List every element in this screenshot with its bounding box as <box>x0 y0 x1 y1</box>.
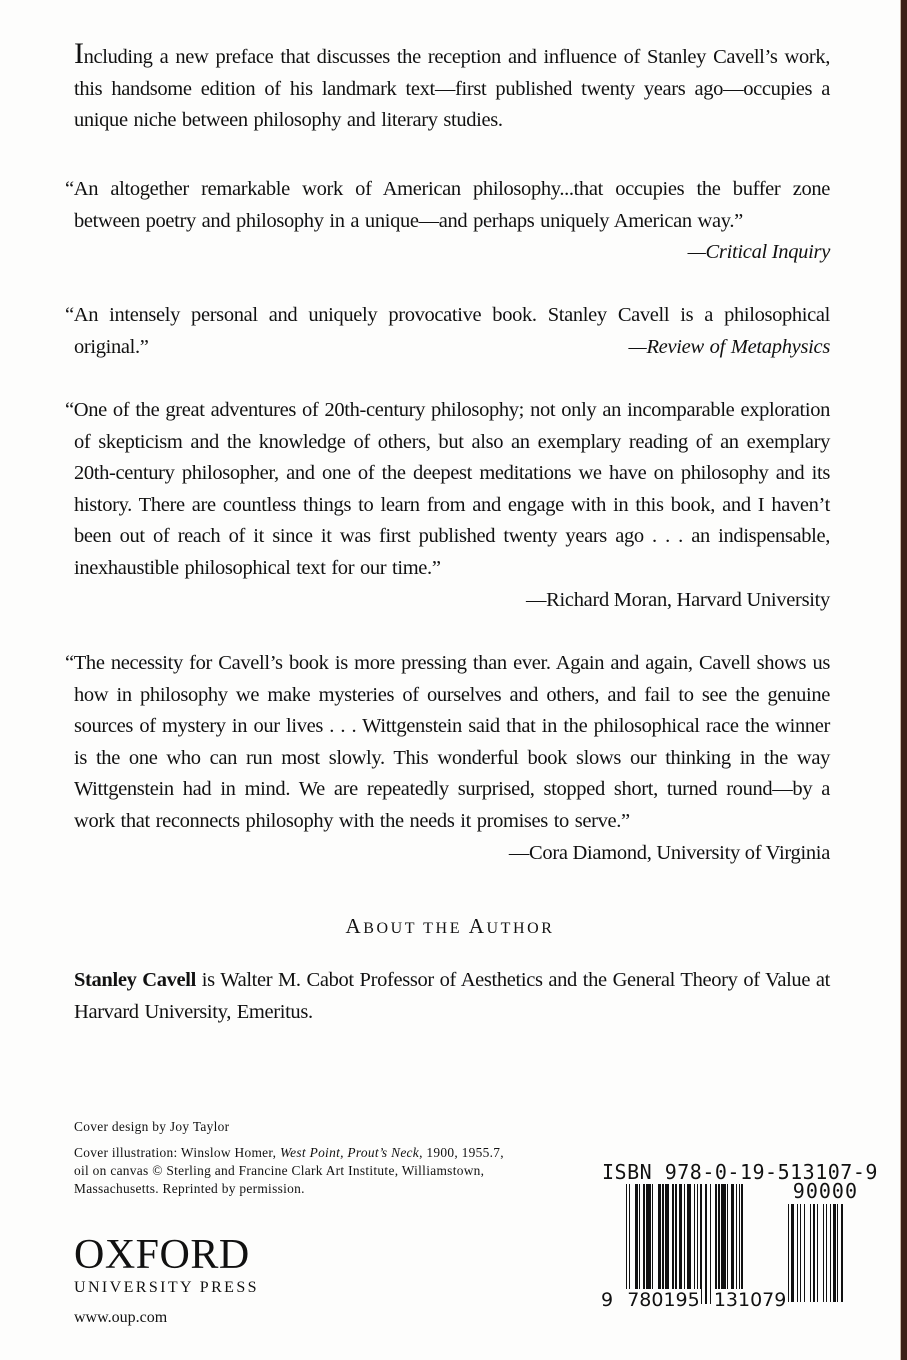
barcode-digits: 9 780195 131079 <box>601 1289 787 1311</box>
review-quote: “An altogether remarkable work of American philosophy...that occupies the buffer zone between poetry and philosophy in a unique—and perhaps uniquely American way.” <box>65 178 830 232</box>
intro-paragraph <box>74 37 830 137</box>
review-cora-diamond <box>65 648 830 869</box>
publisher-url: www.oup.com <box>74 1309 168 1326</box>
review-quote: “An intensely personal and uniquely provocative book. Stanley Cavell is a philosophical original.” —Review of Metaphysics <box>74 300 830 363</box>
publisher-name: OXFORD <box>74 1232 250 1278</box>
review-quote: “One of the great adventures of 20th-century philosophy; not only an incomparable exploration of skepticism and the knowledge of others, but also an exemplary reading of an exemplary 20th-century philosopher, and one of the deepest meditations we have on philosophy and its history. There are countless things to learn from and engage with in this book, and I haven’t been out of reach of it since it was first published twenty years ago . . . an indispensable, inexhaustible philosophical text for our time.” <box>65 399 830 579</box>
about-heading: ABOUT THE AUTHOR <box>345 914 555 938</box>
cover-credits <box>74 1118 514 1198</box>
review-quote: “The necessity for Cavell’s book is more pressing than ever. Again and again, Cavell shows us how in philosophy we make mysteries of ourselves and others, and fail to see the genuine sources of mystery in our lives . . . Wittgenstein said that in the philosophical race the winner is the one who can run most slowly. This wonderful book slows our thinking in the way Wittgenstein had in mind. We are repeatedly surprised, stopped short, turned round—by a work that reconnects philosophy with the needs it promises to serve.” <box>65 652 830 832</box>
cover-illustration-credit: Cover illustration: Winslow Homer, West Point, Prout’s Neck, 1900, 1955.7, oil on canvas © Sterling and Francine Clark Art Institute, Williamstown, Massachusetts. Reprinted by permission. <box>74 1145 504 1196</box>
review-critical-inquiry <box>65 174 830 269</box>
drop-cap: I <box>74 37 84 70</box>
review-attribution: —Critical Inquiry <box>687 241 830 264</box>
review-attribution: —Review of Metaphysics <box>628 335 830 358</box>
addon-barcode-bars <box>788 1204 860 1302</box>
barcode-bars <box>626 1184 770 1304</box>
price-code: 90000 <box>792 1179 858 1203</box>
author-name: Stanley Cavell <box>74 969 196 991</box>
isbn-label: ISBN 978-0-19-513107-9 <box>602 1160 878 1184</box>
spine-edge <box>900 0 907 1360</box>
bio-text: is Walter M. Cabot Professor of Aesthetics and the General Theory of Value at Harvard University, Emeritus. <box>74 969 830 1023</box>
review-attribution: —Cora Diamond, University of Virginia <box>508 841 830 864</box>
review-metaphysics <box>65 300 830 363</box>
review-richard-moran <box>65 395 830 616</box>
review-attribution: —Richard Moran, Harvard University <box>525 588 830 611</box>
cover-design-credit: Cover design by Joy Taylor <box>74 1119 230 1134</box>
intro-text: ncluding a new preface that discusses the reception and influence of Stanley Cavell’s work, this handsome edition of his landmark text—first published twenty years ago—occupies a unique niche between philosophy and literary studies. <box>74 46 830 132</box>
isbn-barcode <box>600 1160 878 1318</box>
author-bio <box>74 965 830 1028</box>
oxford-logo <box>74 1232 259 1327</box>
publisher-subtitle: UNIVERSITY PRESS <box>74 1279 259 1296</box>
